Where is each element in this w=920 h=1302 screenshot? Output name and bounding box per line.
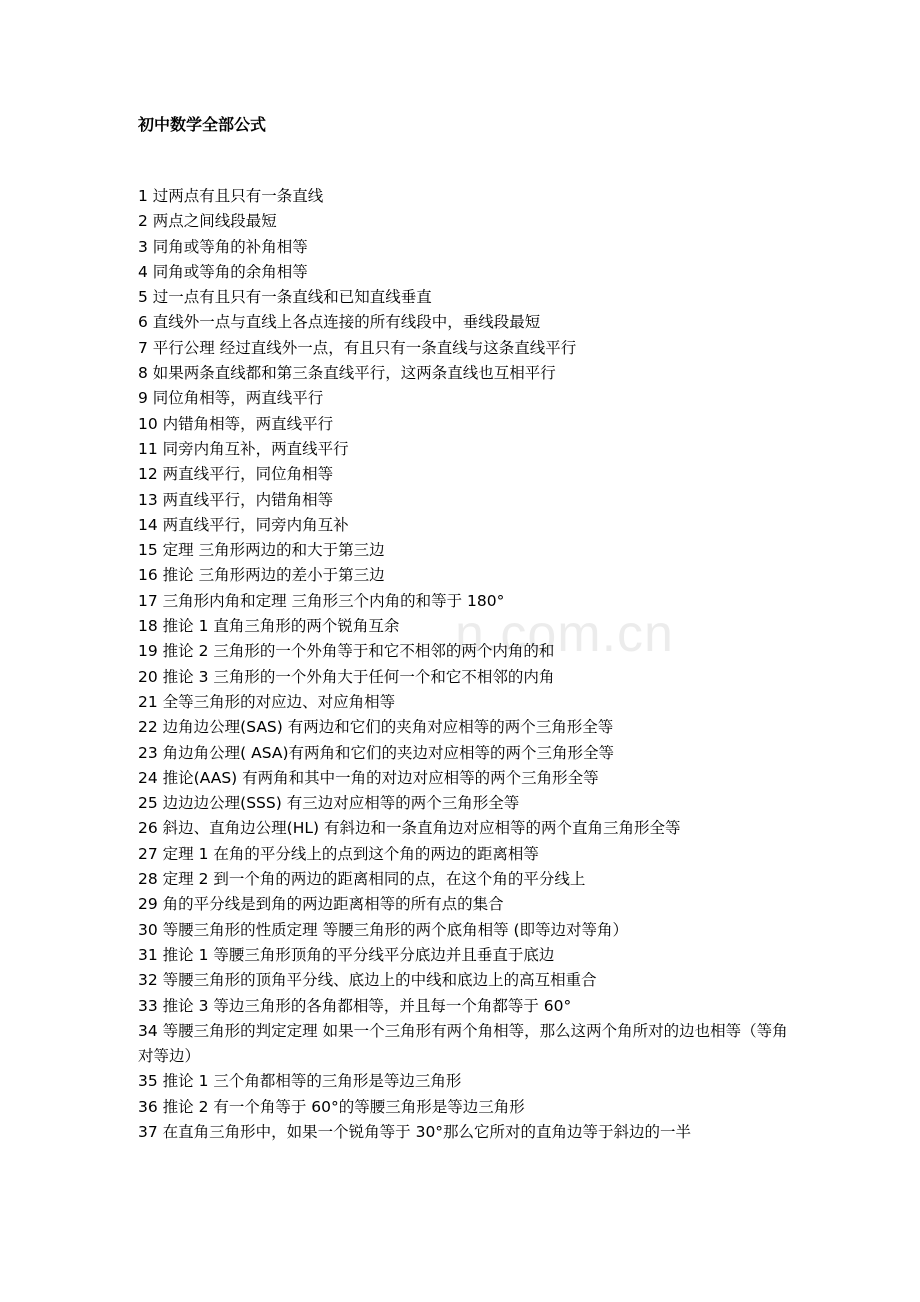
formula-item: 3 同角或等角的补角相等	[138, 237, 308, 256]
formula-item: 33 推论 3 等边三角形的各角都相等，并且每一个角都等于 60°	[138, 996, 572, 1015]
formula-item: 20 推论 3 三角形的一个外角大于任何一个和它不相邻的内角	[138, 667, 555, 686]
formula-item: 2 两点之间线段最短	[138, 212, 277, 231]
formula-item: 35 推论 1 三个角都相等的三角形是等边三角形	[138, 1072, 462, 1091]
document-title: 初中数学全部公式	[138, 115, 267, 134]
formula-item: 22 边角边公理(SAS) 有两边和它们的夹角对应相等的两个三角形全等	[138, 718, 614, 737]
formula-item: 12 两直线平行，同位角相等	[138, 465, 334, 484]
formula-item: 6 直线外一点与直线上各点连接的所有线段中，垂线段最短	[138, 313, 541, 332]
formula-item: 31 推论 1 等腰三角形顶角的平分线平分底边并且垂直于底边	[138, 945, 555, 964]
formula-item: 5 过一点有且只有一条直线和已知直线垂直	[138, 288, 432, 307]
formula-item: 28 定理 2 到一个角的两边的距离相同的点，在这个角的平分线上	[138, 870, 586, 889]
formula-item: 7 平行公理 经过直线外一点，有且只有一条直线与这条直线平行	[138, 338, 577, 357]
formula-item: 13 两直线平行，内错角相等	[138, 490, 334, 509]
formula-item: 23 角边角公理( ASA)有两角和它们的夹边对应相等的两个三角形全等	[138, 743, 615, 762]
formula-item: 37 在直角三角形中，如果一个锐角等于 30°那么它所对的直角边等于斜边的一半	[138, 1122, 692, 1141]
formula-item: 1 过两点有且只有一条直线	[138, 187, 324, 205]
formula-item: 15 定理 三角形两边的和大于第三边	[138, 541, 385, 560]
formula-item: 26 斜边、直角边公理(HL) 有斜边和一条直角边对应相等的两个直角三角形全等	[138, 819, 681, 838]
formula-item: 21 全等三角形的对应边、对应角相等	[138, 692, 396, 711]
formula-item: 19 推论 2 三角形的一个外角等于和它不相邻的两个内角的和	[138, 642, 555, 661]
formula-item: 29 角的平分线是到角的两边距离相等的所有点的集合	[138, 895, 504, 914]
formula-item: 27 定理 1 在角的平分线上的点到这个角的两边的距离相等	[138, 844, 539, 863]
formula-item: 9 同位角相等，两直线平行	[138, 389, 324, 408]
watermark: n.com.cn	[455, 605, 674, 663]
formula-item: 18 推论 1 直角三角形的两个锐角互余	[138, 617, 400, 636]
formula-item: 32 等腰三角形的顶角平分线、底边上的中线和底边上的高互相重合	[138, 971, 597, 990]
formula-item: 4 同角或等角的余角相等	[138, 262, 308, 281]
formula-item: 11 同旁内角互补，两直线平行	[138, 439, 349, 458]
formula-item: 17 三角形内角和定理 三角形三个内角的和等于 180°	[138, 591, 505, 610]
formula-list	[138, 184, 798, 1145]
formula-item: 34 等腰三角形的判定定理 如果一个三角形有两个角相等，那么这两个角所对的边也相等（等角对等边）	[138, 1021, 788, 1066]
formula-item: 24 推论(AAS) 有两角和其中一角的对边对应相等的两个三角形全等	[138, 768, 599, 787]
formula-item: 10 内错角相等，两直线平行	[138, 414, 334, 433]
formula-item: 30 等腰三角形的性质定理 等腰三角形的两个底角相等 (即等边对等角）	[138, 920, 629, 939]
formula-item: 8 如果两条直线都和第三条直线平行，这两条直线也互相平行	[138, 364, 556, 383]
formula-item: 16 推论 三角形两边的差小于第三边	[138, 566, 385, 585]
formula-item: 14 两直线平行，同旁内角互补	[138, 515, 349, 534]
formula-item: 36 推论 2 有一个角等于 60°的等腰三角形是等边三角形	[138, 1097, 525, 1116]
formula-item: 25 边边边公理(SSS) 有三边对应相等的两个三角形全等	[138, 794, 520, 813]
